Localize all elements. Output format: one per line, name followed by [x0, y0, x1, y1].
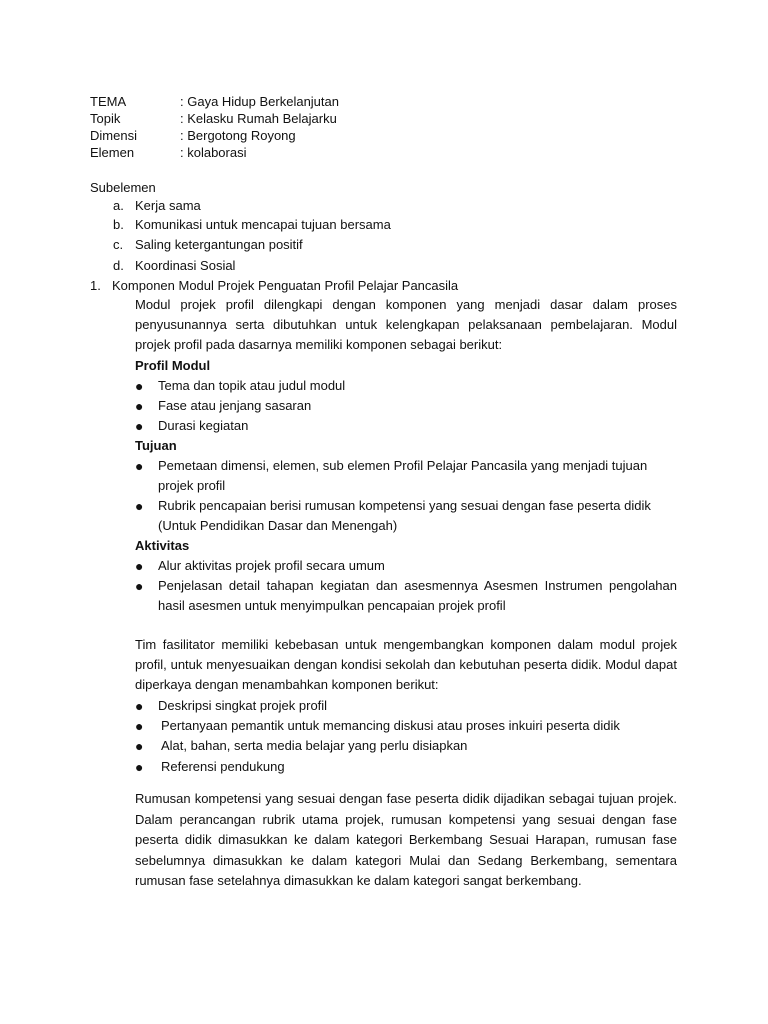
bullet-text: Alur aktivitas projek profil secara umum	[158, 558, 385, 573]
bullet-item	[135, 736, 677, 756]
bullet-item	[135, 376, 677, 396]
intro-paragraph: Modul projek profil dilengkapi dengan komponen yang menjadi dasar dalam proses penyusunannya serta dibutuhkan untuk kelengkapan pelaksanaan pembelajaran. Modul projek profil pada dasarnya memiliki komponen sebagai berikut:	[135, 297, 677, 352]
meta-row-tema	[90, 93, 339, 111]
bullet-item	[135, 496, 677, 536]
bullet-item	[135, 757, 677, 777]
bullet-icon: ●	[135, 378, 144, 394]
meta-value: : kolaborasi	[180, 145, 247, 160]
bullet-icon: ●	[135, 698, 144, 714]
section-title: Komponen Modul Projek Penguatan Profil Pelajar Pancasila	[112, 278, 459, 293]
fasilitator-paragraph: Tim fasilitator memiliki kebebasan untuk mengembangkan komponen dalam modul projek profil, untuk menyesuaikan dengan kondisi sekolah dan kebutuhan peserta didik. Modul dapat diperkaya dengan menambahkan komponen berikut:	[135, 637, 677, 692]
meta-key: Dimensi	[90, 128, 137, 143]
profil-modul-heading: Profil Modul	[135, 358, 211, 373]
meta-value: : Gaya Hidup Berkelanjutan	[180, 94, 339, 109]
meta-key: Topik	[90, 111, 121, 126]
meta-row-topik	[90, 110, 337, 128]
bullet-item	[135, 456, 677, 496]
bullet-icon: ●	[135, 718, 144, 734]
bullet-text: Alat, bahan, serta media belajar yang perlu disiapkan	[161, 738, 468, 753]
tujuan-heading: Tujuan	[135, 438, 177, 453]
rumusan-paragraph: Rumusan kompetensi yang sesuai dengan fase peserta didik dijadikan sebagai tujuan projek. Dalam perancangan rubrik utama projek, rumusan kompetensi yang sesuai dengan fase peserta didik dimasukkan ke dalam kategori Berkembang Sesuai Harapan, rumusan fase sebelumnya dimasukkan ke dalam kategori Mulai dan Sedang Berkembang, sementara rumusan fase setelahnya dimasukkan ke dalam kategori sangat berkembang.	[135, 791, 677, 888]
meta-key: Elemen	[90, 145, 135, 160]
list-marker: a.	[113, 198, 124, 213]
aktivitas-heading: Aktivitas	[135, 538, 190, 553]
bullet-text: Durasi kegiatan	[158, 418, 249, 433]
bullet-text: Referensi pendukung	[161, 759, 285, 774]
meta-value: : Kelasku Rumah Belajarku	[180, 111, 337, 126]
bullet-item	[135, 556, 677, 576]
subelemen-item-text: Kerja sama	[135, 198, 201, 213]
bullet-icon: ●	[135, 398, 144, 414]
meta-key: TEMA	[90, 94, 127, 109]
list-marker: b.	[113, 217, 124, 232]
subelemen-item-text: Komunikasi untuk mencapai tujuan bersama	[135, 217, 391, 232]
section-number: 1.	[90, 278, 101, 293]
bullet-item	[135, 576, 677, 616]
bullet-text: Pertanyaan pemantik untuk memancing diskusi atau proses inkuiri peserta didik	[161, 718, 620, 733]
bullet-icon: ●	[135, 558, 144, 574]
meta-row-dimensi	[90, 127, 296, 145]
subelemen-item-text: Saling ketergantungan positif	[135, 237, 303, 252]
bullet-icon: ●	[135, 578, 144, 594]
bullet-item	[135, 696, 677, 716]
subelemen-item	[113, 236, 303, 254]
bullet-icon: ●	[135, 418, 144, 434]
bullet-text: Pemetaan dimensi, elemen, sub elemen Profil Pelajar Pancasila yang menjadi tujuan projek profil	[158, 458, 648, 493]
bullet-text: Tema dan topik atau judul modul	[158, 378, 346, 393]
list-marker: c.	[113, 237, 124, 252]
bullet-item	[135, 716, 677, 736]
meta-value: : Bergotong Royong	[180, 128, 296, 143]
subelemen-title: Subelemen	[90, 180, 156, 195]
bullet-icon: ●	[135, 498, 144, 514]
subelemen-item	[113, 257, 235, 275]
bullet-item	[135, 416, 677, 436]
bullet-icon: ●	[135, 759, 144, 775]
subelemen-item-text: Koordinasi Sosial	[135, 258, 236, 273]
bullet-text: Penjelasan detail tahapan kegiatan dan asesmennya Asesmen Instrumen pengolahan hasil asesmen untuk menyimpulkan pencapaian projek profil	[158, 578, 677, 613]
bullet-text: Fase atau jenjang sasaran	[158, 398, 312, 413]
bullet-icon: ●	[135, 458, 144, 474]
list-marker: d.	[113, 258, 124, 273]
bullet-item	[135, 396, 677, 416]
subelemen-item	[113, 216, 391, 234]
meta-row-elemen	[90, 144, 246, 162]
section-heading	[90, 277, 458, 295]
bullet-icon: ●	[135, 738, 144, 754]
subelemen-item	[113, 197, 201, 215]
bullet-text: Deskripsi singkat projek profil	[158, 698, 328, 713]
bullet-text: Rubrik pencapaian berisi rumusan kompetensi yang sesuai dengan fase peserta didik (Untuk Pendidikan Dasar dan Menengah)	[158, 498, 651, 533]
